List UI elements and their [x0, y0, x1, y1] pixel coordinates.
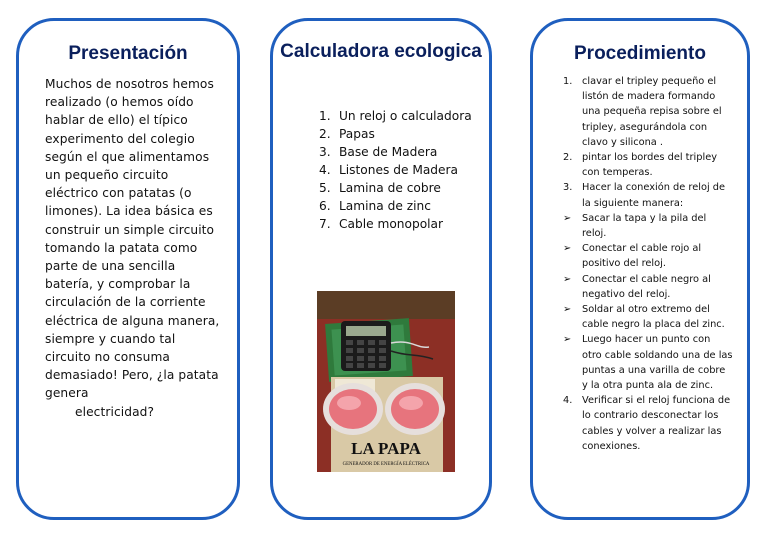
step-text: Verificar si el reloj funciona de lo contrario desconectar los cables y volver a realizar las conexiones.: [582, 395, 731, 452]
presentacion-text: [45, 75, 223, 421]
arrow-bullet-icon: ➢: [563, 273, 572, 285]
steps-list: [563, 74, 733, 454]
list-item: [319, 161, 489, 179]
list-item: [319, 143, 489, 161]
arrow-bullet-icon: ➢: [563, 334, 572, 346]
step-text: Luego hacer un punto con otro cable soldando una de las puntas a una varilla de cobre y la otra punta ala de zinc.: [582, 334, 733, 392]
list-item: [563, 272, 733, 302]
step-marker: 3.: [563, 182, 573, 194]
list-item: [319, 179, 489, 197]
arrow-bullet-icon: ➢: [563, 304, 572, 316]
arrow-bullet-icon: ➢: [563, 243, 572, 255]
list-item: [563, 302, 733, 332]
list-item-text: Lamina de cobre: [339, 181, 441, 195]
list-item-number: 5.: [319, 181, 331, 195]
list-item: [563, 180, 733, 210]
step-marker: 4.: [563, 395, 573, 407]
list-item: [319, 107, 489, 125]
materials-list: [319, 107, 489, 233]
list-item-text: Lamina de zinc: [339, 199, 431, 213]
potato-bowl-right: [385, 383, 445, 435]
list-item: [319, 197, 489, 215]
list-item-number: 6.: [319, 199, 331, 213]
list-item-number: 2.: [319, 127, 331, 141]
list-item: [563, 332, 733, 393]
list-item-text: Papas: [339, 127, 375, 141]
arrow-bullet-icon: ➢: [563, 212, 572, 224]
list-item-number: 1.: [319, 109, 331, 123]
presentacion-panel: [16, 18, 240, 520]
list-item-text: Cable monopolar: [339, 217, 444, 231]
step-text: Sacar la tapa y la pila del reloj.: [582, 212, 707, 240]
step-marker: 1.: [563, 76, 573, 87]
step-text: Soldar al otro extremo del cable negro la placa del zinc.: [582, 304, 725, 331]
list-item-number: 3.: [319, 145, 331, 159]
list-item: [563, 393, 733, 454]
list-item: [319, 215, 489, 233]
list-item-text: Un reloj o calculadora: [339, 109, 472, 123]
list-item-number: 7.: [319, 217, 331, 231]
project-photo: [317, 291, 455, 472]
step-text: Hacer la conexión de reloj de la siguiente manera:: [582, 182, 726, 209]
photo-label: LA PAPA: [351, 439, 421, 458]
presentacion-text-main: Muchos de nosotros hemos realizado (o hemos oído hablar de ello) el típico experimento del colegio según el que alimentamos un pequeño circuito eléctrico con patatas (o limones). La idea básica es construir un simple circuito tomando la patata como parte de una sencilla batería, y comprobar la circulación de la corriente eléctrica de alguna manera, siempre y cuando tal circuito no consuma demasiado! Pero, ¿la patata genera: [45, 77, 220, 401]
presentacion-title: Presentación: [68, 43, 188, 64]
list-item-text: Listones de Madera: [339, 163, 459, 177]
list-item: [563, 211, 733, 241]
list-item: [563, 241, 733, 271]
procedimiento-title: Procedimiento: [574, 43, 706, 64]
list-item-number: 4.: [319, 163, 331, 177]
step-text: Conectar el cable negro al negativo del reloj.: [582, 273, 711, 300]
list-item: [563, 74, 733, 150]
step-text: clavar el tripley pequeño el listón de madera formando una pequeña repisa sobre el tripley, asegurándola con clavo y silicona .: [582, 76, 722, 148]
list-item-text: Base de Madera: [339, 145, 438, 159]
calculator-icon: [341, 321, 391, 371]
list-item: [563, 150, 733, 180]
procedimiento-panel: [530, 18, 750, 520]
calculadora-panel: [270, 18, 492, 520]
list-item: [319, 125, 489, 143]
potato-bowl-left: [323, 383, 383, 435]
calculadora-title: Calculadora ecologica: [280, 41, 482, 62]
photo-sublabel: GENERADOR DE ENERGÍA ELÉCTRICA: [342, 462, 430, 467]
step-text: pintar los bordes del tripley con temperas.: [582, 152, 718, 179]
step-text: Conectar el cable rojo al positivo del reloj.: [582, 243, 702, 270]
step-marker: 2.: [563, 152, 573, 164]
presentacion-text-last: electricidad?: [75, 404, 155, 419]
